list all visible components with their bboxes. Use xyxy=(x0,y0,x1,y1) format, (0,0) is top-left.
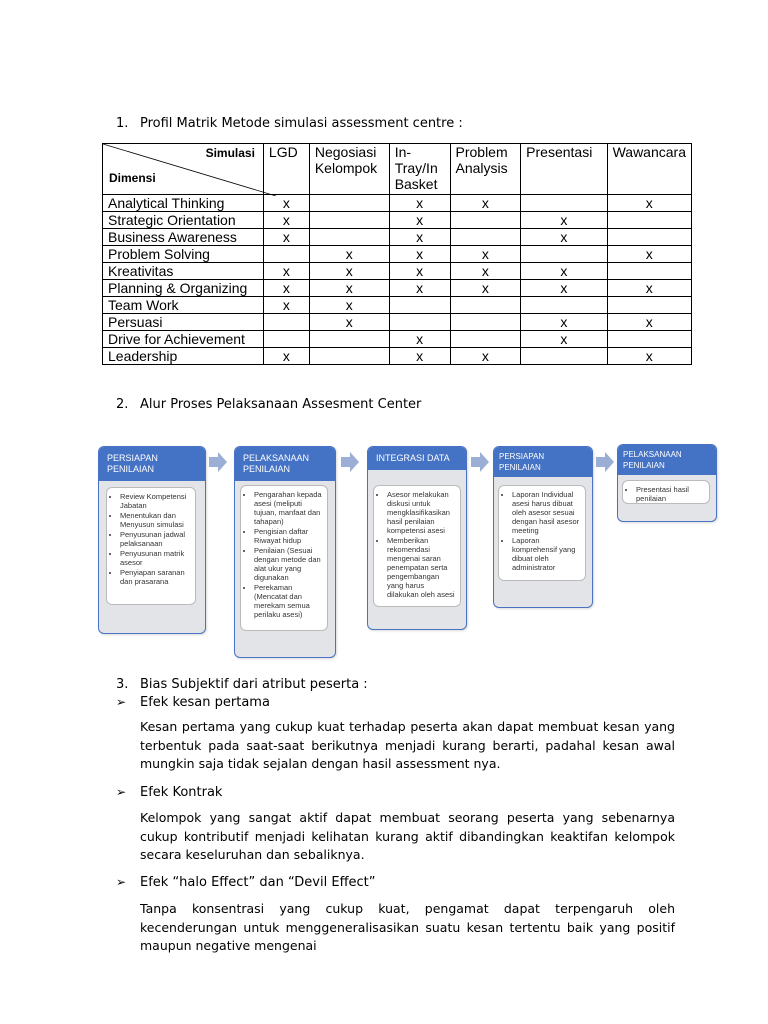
simulation-matrix-table xyxy=(102,143,692,365)
row-label: Problem Solving xyxy=(103,246,264,263)
flow-step-items xyxy=(504,490,580,572)
matrix-cell: x xyxy=(521,229,607,246)
flow-step-item: • Presentasi hasil penilaian xyxy=(636,485,704,503)
matrix-cell xyxy=(521,297,607,314)
matrix-cell: x xyxy=(389,212,450,229)
column-header: Wawancara xyxy=(607,144,691,195)
column-header: In-Tray/In Basket xyxy=(389,144,450,195)
flow-step-item: • Pengisian daftar Riwayat hidup xyxy=(254,527,322,545)
section-2-number: 2. xyxy=(116,397,129,412)
flow-step-item: • Review Kompetensi Jabatan xyxy=(120,492,190,510)
flow-step-items xyxy=(112,492,190,586)
matrix-cell xyxy=(263,246,309,263)
matrix-cell: x xyxy=(521,263,607,280)
matrix-cell xyxy=(263,331,309,348)
matrix-cell xyxy=(450,212,521,229)
bias-point-text: Kesan pertama yang cukup kuat terhadap peserta akan dapat membuat kesan yang terbentuk pada saat-saat berikutnya menjadi kurang berarti, padahal kesan awal mungkin saja tidak sejalan dengan hasil assessment nya. xyxy=(140,719,675,771)
matrix-cell: x xyxy=(309,263,389,280)
matrix-row xyxy=(103,246,692,263)
section-1-title: Profil Matrik Metode simulasi assessment centre : xyxy=(140,116,463,131)
section-3-number: 3. xyxy=(116,677,129,692)
flow-step-item: • Asesor melakukan diskusi untuk mengklasifikasikan hasil penilaian kompetensi asesi xyxy=(387,490,455,535)
arrow-bullet-icon: ➢ xyxy=(116,875,127,889)
matrix-cell xyxy=(521,195,607,212)
matrix-cell xyxy=(309,195,389,212)
flow-step-title: PELAKSANAAN PENILAIAN xyxy=(235,447,335,481)
matrix-cell xyxy=(450,331,521,348)
flow-step-items xyxy=(379,490,455,599)
matrix-cell: x xyxy=(309,297,389,314)
matrix-cell: x xyxy=(309,314,389,331)
flow-arrow-icon xyxy=(596,452,614,472)
matrix-cell: x xyxy=(309,280,389,297)
flow-step-item: • Penyusunan matrik asesor xyxy=(120,549,190,567)
matrix-row xyxy=(103,195,692,212)
matrix-cell: x xyxy=(450,246,521,263)
section-3-title: Bias Subjektif dari atribut peserta : xyxy=(140,677,368,692)
matrix-cell xyxy=(607,331,691,348)
matrix-cell xyxy=(309,212,389,229)
matrix-row xyxy=(103,229,692,246)
flow-step-item: • Penilaian (Sesuai dengan metode dan alat ukur yang digunakan xyxy=(254,546,322,582)
flow-step-items xyxy=(246,490,322,619)
flow-step-body xyxy=(106,487,196,605)
matrix-cell: x xyxy=(389,246,450,263)
row-label: Persuasi xyxy=(103,314,264,331)
matrix-row xyxy=(103,297,692,314)
flow-step-title: INTEGRASI DATA xyxy=(368,447,466,470)
flow-step-item: • Pengarahan kepada asesi (meliputi tujuan, manfaat dan tahapan) xyxy=(254,490,322,526)
matrix-cell: x xyxy=(389,331,450,348)
matrix-cell xyxy=(607,263,691,280)
flow-step-item: • Penyusunan jadwal pelaksanaan xyxy=(120,530,190,548)
matrix-cell: x xyxy=(389,229,450,246)
row-label: Business Awareness xyxy=(103,229,264,246)
flow-step-item: • Laporan Individual asesi harus dibuat oleh asesor sesuai dengan hasil asesor meeting xyxy=(512,490,580,535)
matrix-cell: x xyxy=(521,212,607,229)
matrix-cell: x xyxy=(521,314,607,331)
matrix-cell: x xyxy=(450,263,521,280)
flow-step-body xyxy=(373,485,461,607)
row-label: Kreativitas xyxy=(103,263,264,280)
bias-point-1-heading xyxy=(116,695,270,710)
matrix-row xyxy=(103,331,692,348)
matrix-cell: x xyxy=(521,331,607,348)
matrix-cell: x xyxy=(389,348,450,365)
matrix-cell xyxy=(607,229,691,246)
matrix-cell xyxy=(521,348,607,365)
matrix-cell: x xyxy=(521,280,607,297)
matrix-cell xyxy=(389,297,450,314)
flow-step-items xyxy=(628,485,704,503)
matrix-cell: x xyxy=(389,280,450,297)
matrix-cell xyxy=(263,314,309,331)
row-label: Team Work xyxy=(103,297,264,314)
flow-arrow-icon xyxy=(341,452,359,472)
section-1-number: 1. xyxy=(116,116,129,131)
bias-point-text: Kelompok yang sangat aktif dapat membuat seorang peserta yang sebenarnya cukup kontributif menjadi kelihatan kurang aktif dibandingkan keaktifan kelompok secara keseluruhan dan sebaliknya. xyxy=(140,810,675,862)
matrix-cell xyxy=(607,212,691,229)
arrow-bullet-icon: ➢ xyxy=(116,695,127,709)
matrix-cell xyxy=(607,297,691,314)
matrix-cell: x xyxy=(607,195,691,212)
row-label: Strategic Orientation xyxy=(103,212,264,229)
matrix-row xyxy=(103,280,692,297)
matrix-cell: x xyxy=(450,280,521,297)
matrix-cell xyxy=(450,297,521,314)
bias-point-3-heading xyxy=(116,875,376,890)
matrix-cell: x xyxy=(607,280,691,297)
section-1-heading xyxy=(116,116,463,131)
matrix-row xyxy=(103,263,692,280)
bias-point-title: Efek Kontrak xyxy=(140,785,223,800)
flow-arrow-icon xyxy=(209,452,227,472)
flow-step-title: PELAKSANAAN PENILAIAN xyxy=(618,445,716,475)
bias-point-2-heading xyxy=(116,785,222,800)
matrix-body xyxy=(103,195,692,365)
matrix-cell: x xyxy=(263,297,309,314)
flow-step-title: PERSIAPAN PENILAIAN xyxy=(494,447,592,477)
flow-arrow-icon xyxy=(471,452,489,472)
flow-step-2 xyxy=(234,446,336,658)
flow-step-3 xyxy=(367,446,467,630)
flow-step-body xyxy=(240,485,328,631)
flow-step-4 xyxy=(493,446,593,608)
matrix-cell: x xyxy=(263,280,309,297)
matrix-cell: x xyxy=(389,195,450,212)
flow-step-5 xyxy=(617,444,717,522)
matrix-cell xyxy=(309,348,389,365)
matrix-cell: x xyxy=(309,246,389,263)
column-header: Negosiasi Kelompok xyxy=(309,144,389,195)
matrix-row xyxy=(103,212,692,229)
flow-step-1 xyxy=(98,446,206,634)
matrix-cell xyxy=(450,314,521,331)
matrix-cell: x xyxy=(263,195,309,212)
matrix-cell: x xyxy=(450,348,521,365)
matrix-row xyxy=(103,314,692,331)
flow-step-item: • Menentukan dan Menyusun simulasi xyxy=(120,511,190,529)
row-label: Planning & Organizing xyxy=(103,280,264,297)
matrix-cell xyxy=(521,246,607,263)
flow-step-body xyxy=(498,485,586,581)
matrix-cell xyxy=(389,314,450,331)
matrix-cell: x xyxy=(263,229,309,246)
flow-step-item: • Penyiapan saranan dan prasarana xyxy=(120,568,190,586)
flow-step-item: • Perekaman (Mencatat dan merekam semua perilaku asesi) xyxy=(254,583,322,619)
flow-step-body xyxy=(622,480,710,504)
bias-point-title: Efek kesan pertama xyxy=(140,695,270,710)
section-2-heading xyxy=(116,397,421,412)
matrix-cell: x xyxy=(263,263,309,280)
row-label: Analytical Thinking xyxy=(103,195,264,212)
matrix-cell xyxy=(450,229,521,246)
matrix-cell: x xyxy=(389,263,450,280)
section-2-title: Alur Proses Pelaksanaan Assesment Center xyxy=(140,397,422,412)
section-3-heading xyxy=(116,677,368,692)
matrix-cell: x xyxy=(263,212,309,229)
flow-step-title: PERSIAPAN PENILAIAN xyxy=(99,447,205,481)
matrix-cell xyxy=(309,331,389,348)
matrix-cell xyxy=(309,229,389,246)
flow-step-item: • Memberikan rekomendasi mengenai saran penempatan serta pengembangan yang harus dilakukan oleh asesi xyxy=(387,536,455,599)
bias-point-title: Efek “halo Effect” dan “Devil Effect” xyxy=(140,875,376,890)
flow-step-item: • Laporan komprehensif yang dibuat oleh administrator xyxy=(512,536,580,572)
matrix-cell: x xyxy=(607,348,691,365)
column-header: Presentasi xyxy=(521,144,607,195)
column-header: Problem Analysis xyxy=(450,144,521,195)
matrix-row xyxy=(103,348,692,365)
matrix-cell: x xyxy=(263,348,309,365)
row-label: Leadership xyxy=(103,348,264,365)
bias-point-text: Tanpa konsentrasi yang cukup kuat, pengamat dapat terpengaruh oleh kecenderungan untuk menggeneralisasikan suatu kesan tertentu baik yang positif maupun negative mengenai xyxy=(140,901,675,953)
corner-label-dimensi: Dimensi xyxy=(109,171,156,185)
arrow-bullet-icon: ➢ xyxy=(116,785,127,799)
matrix-cell: x xyxy=(607,314,691,331)
matrix-cell: x xyxy=(450,195,521,212)
matrix-cell: x xyxy=(607,246,691,263)
row-label: Drive for Achievement xyxy=(103,331,264,348)
column-header: LGD xyxy=(263,144,309,195)
matrix-corner-cell xyxy=(103,144,264,195)
corner-label-simulasi: Simulasi xyxy=(205,146,255,160)
matrix-header-row xyxy=(103,144,692,195)
